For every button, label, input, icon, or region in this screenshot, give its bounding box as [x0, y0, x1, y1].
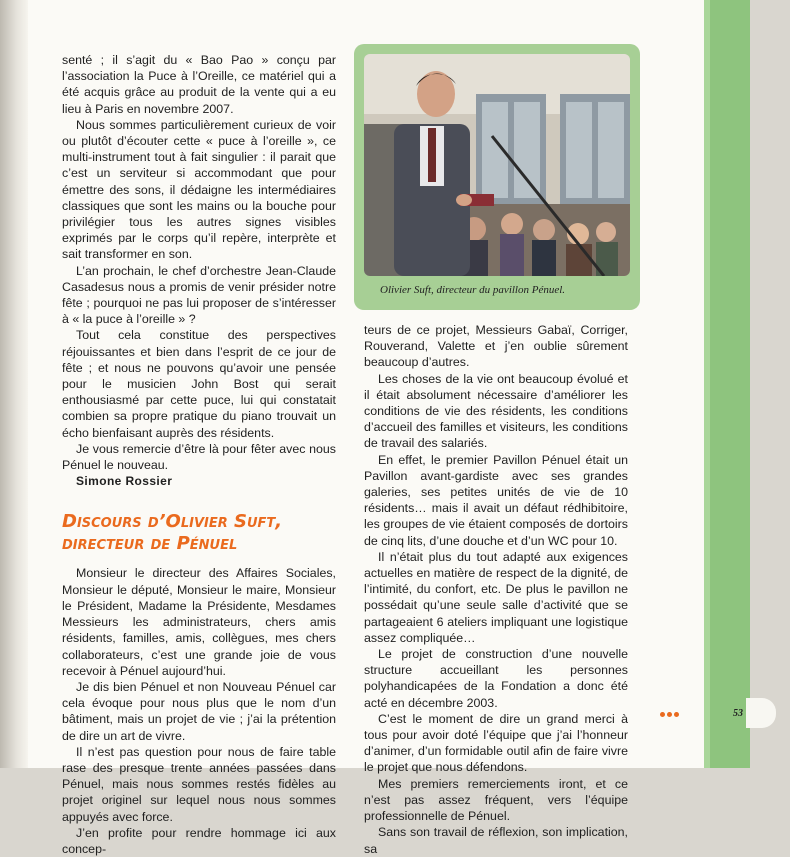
paragraph: L’an prochain, le chef d’orchestre Jean-Claude Casadesus nous a promis de venir présider notre fête ; pourquoi ne pas lui proposer de s’intéresser à « la puce à l’oreille » ?: [62, 263, 336, 327]
dot-icon: [674, 712, 679, 717]
speech-paragraph: Il n’est pas question pour nous de faire table rase des presque trente années passées dans Pénuel, mais nous sommes restés fidèles au projet originel sur lequel nous nous sommes appuyés avec force.: [62, 744, 336, 824]
speech-paragraph: Monsieur le directeur des Affaires Sociales, Monsieur le député, Monsieur le maire, Monsieur le Président, Madame la Présidente, Mesdames Messieurs les administrateurs, chers amis résidents, familles, amis, collègues, mes chers collaborateurs, c’est une grande joie de vous recevoir à Pénuel aujourd’hui.: [62, 566, 336, 678]
paragraph: Les choses de la vie ont beaucoup évolué et il était absolument nécessaire d’améliorer les conditions de vie des résidents, les conditions d’accueil des familles et visiteurs, les conditions de travail des salariés.: [364, 371, 628, 451]
right-column: [364, 322, 628, 857]
paragraph: Mes premiers remerciements iront, et ce n’est pas assez fréquent, vers l’équipe professionnelle de Pénuel.: [364, 776, 628, 824]
photo-frame: [354, 44, 640, 310]
paragraph: senté ; il s’agit du « Bao Pao » conçu par l’association la Puce à l’Oreille, ce matériel qui a été acquis grâce au produit de la vente qui a eu lieu à Paris en novembre 2007.: [62, 53, 336, 116]
paragraph: En effet, le premier Pavillon Pénuel était un Pavillon avant-gardiste avec ses grandes galeries, ses petites unités de vie de 10 résidents… mais il avait un défaut rédhibitoire, les groupes de vie étaient composés de dortoirs de cinq lits, d’une douche et d’un WC pour 10.: [364, 452, 628, 548]
paragraph: Sans son travail de réflexion, son implication, sa: [364, 825, 628, 856]
dot-icon: [660, 712, 665, 717]
dot-icon: [667, 712, 672, 717]
paragraph: Tout cela constitue des perspectives réjouissantes et bien dans l’esprit de ce jour de fête ; et nous ne pouvons qu’avoir une pensée pour le musicien John Bost qui serait enthousiasmé par cette puce, lui qui constatait combien sa propre pratique du piano trouvait un écho bienfaisant auprès des résidents.: [62, 328, 336, 440]
paragraph: teurs de ce projet, Messieurs Gabaï, Corriger, Rouverand, Valette et j’en oublie sûrement beaucoup d’autres.: [364, 323, 628, 370]
speaker-photo-illustration: [364, 54, 630, 276]
heading-line-1: Discours d’Olivier Suft,: [62, 511, 283, 533]
speech-paragraph: Je dis bien Pénuel et non Nouveau Pénuel car cela évoque pour nous plus que le nom d’un bâtiment, mais un projet de vie ; j’ai la prétention de dire un art de vivre.: [62, 679, 336, 743]
speech-paragraph: J’en profite pour rendre hommage ici aux concep-: [62, 825, 336, 856]
paragraph: Il n’était plus du tout adapté aux exigences actuelles en matière de respect de la dignité, de l’intimité, du confort, etc. De plus le pavillon ne possédait qu’une seule salle d’activité que se partageaient 6 ateliers impliquant une logistique assez compliquée…: [364, 549, 628, 645]
page-number-tab: [746, 698, 776, 728]
paragraph: Je vous remercie d’être là pour fêter avec nous Pénuel le nouveau.: [62, 441, 336, 473]
paragraph: C’est le moment de dire un grand merci à tous pour avoir doté l’équipe que j’ai l’honneur d’animer, d’un formidable outil afin de faire vivre le projet que nous défendons.: [364, 711, 628, 775]
paragraph: Le projet de construction d’une nouvelle structure accueillant les personnes polyhandicapées de la Fondation a donc été acté en décembre 2003.: [364, 647, 628, 710]
paragraph: Nous sommes particulièrement curieux de voir ou plutôt d’écouter cette « puce à l’oreille », ce multi-instrument tout à fait singulier : il parait que c’est un serviteur si accommodant que pour émettre des sons, il dédaigne les intermédiaires classiques que sont les mains ou la bouche pour privilégier tous les autres signes visibles exprimés par le corps qu’il repère, interprète et sait transformer en son.: [62, 117, 336, 262]
book-spine-shadow: [0, 0, 28, 768]
section-heading: [62, 511, 336, 555]
decorative-dots-icon: [660, 712, 679, 717]
speaker-photo: [364, 54, 630, 276]
author-signature: Simone Rossier: [76, 474, 173, 489]
page-edge-green: [710, 0, 750, 768]
left-column: [62, 52, 336, 857]
photo-caption: Olivier Suft, directeur du pavillon Pénuel.: [380, 284, 566, 296]
heading-line-2: directeur de Pénuel: [62, 533, 238, 555]
page-number: 53: [733, 708, 743, 719]
